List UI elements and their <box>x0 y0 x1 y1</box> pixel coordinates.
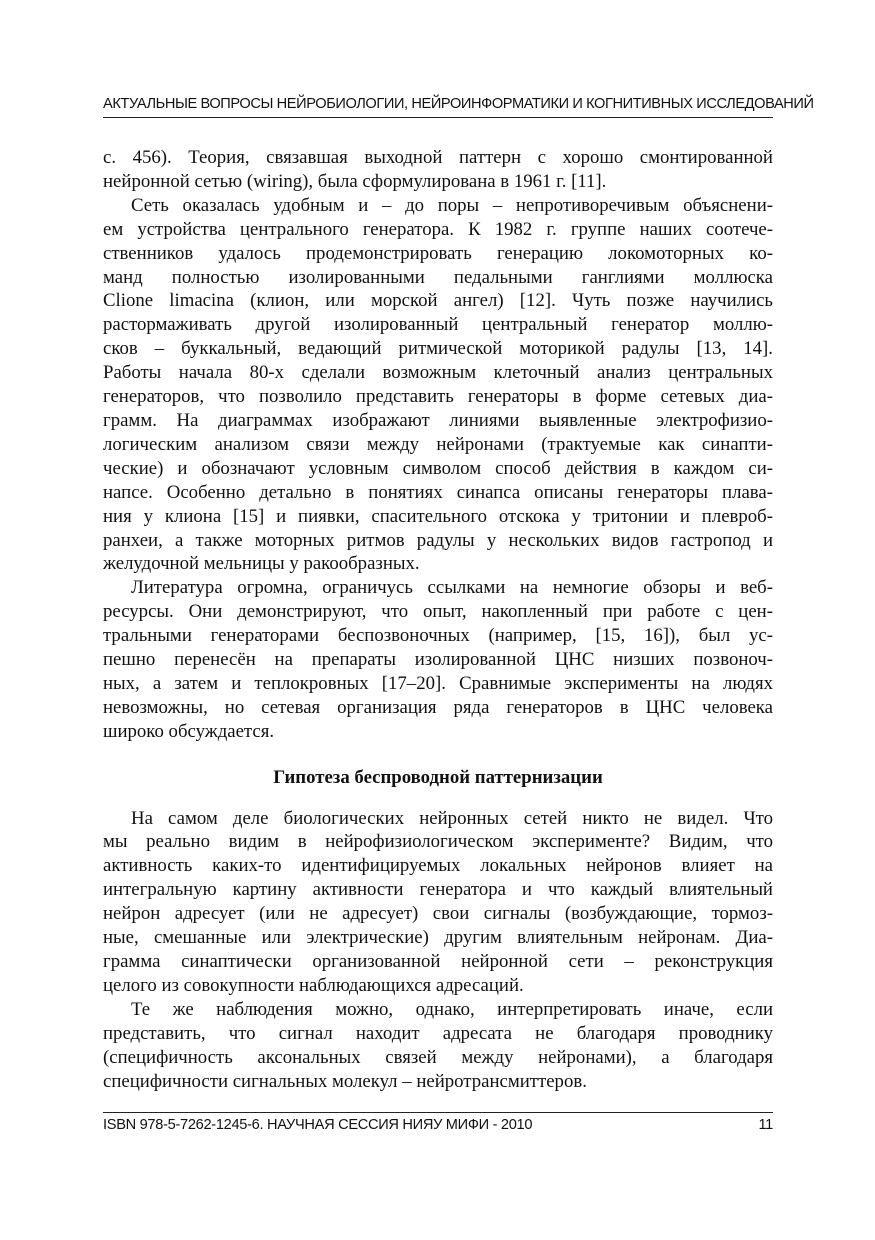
text-line: Те же наблюдения можно, однако, интерпретировать иначе, если <box>131 998 773 1020</box>
text-line: манд полностью изолированными педальными ганглиями моллюска <box>103 266 773 288</box>
text-line: интегральную картину активности генератора и что каждый влиятельный <box>103 879 773 901</box>
text-line: ческие) и обозначают условным символом способ действия в каждом си- <box>103 457 773 479</box>
text-line: сков – буккальный, ведающий ритмической моторикой радулы [13, 14]. <box>103 338 773 360</box>
text-line: грамма синаптически организованной нейронной сети – реконструкция <box>103 951 773 972</box>
paragraph-4 <box>103 807 773 998</box>
text-line: желудочной мельницы у ракообразных. <box>103 553 420 575</box>
paragraph-5 <box>103 998 773 1094</box>
footer-isbn: ISBN 978-5-7262-1245-6. НАУЧНАЯ СЕССИЯ НИЯУ МИФИ - 2010 <box>103 1117 533 1133</box>
running-header: АКТУАЛЬНЫЕ ВОПРОСЫ НЕЙРОБИОЛОГИИ, НЕЙРОИНФОРМАТИКИ И КОГНИТИВНЫХ ИССЛЕДОВАНИЙ <box>103 96 773 118</box>
text-line: нейронной сетью (wiring), была сформулирована в 1961 г. [11]. <box>103 170 607 192</box>
text-line: растормаживать другой изолированный центральный генератор моллю- <box>103 314 773 336</box>
text-line: целого из совокупности наблюдающихся адресаций. <box>103 974 524 996</box>
text-line: активность каких-то идентифицируемых локальных нейронов влияет на <box>103 855 773 877</box>
page-number: 11 <box>758 1117 773 1133</box>
page-footer <box>103 1112 773 1133</box>
text-line: широко обсуждается. <box>103 720 275 742</box>
text-line: мы реально видим в нейрофизиологическом эксперименте? Видим, что <box>103 831 773 853</box>
text-line: Работы начала 80-х сделали возможным клеточный анализ центральных <box>103 362 773 384</box>
paragraph-3 <box>103 576 773 743</box>
text-line: логическим анализом связи между нейронами (трактуемые как синапти- <box>103 433 773 455</box>
text-line: пешно перенесён на препараты изолированной ЦНС низших позвоноч- <box>103 649 773 671</box>
text-line: невозможны, но сетевая организация ряда генераторов в ЦНС человека <box>103 696 773 718</box>
text-line: представить, что сигнал находит адресата не благодаря проводнику <box>103 1022 773 1044</box>
text-line: Сеть оказалась удобным и – до поры – непротиворечивым объяснени- <box>131 194 773 216</box>
text-line: На самом деле биологических нейронных сетей никто не видел. Что <box>131 807 773 829</box>
text-line: нейрон адресует (или не адресует) свои сигналы (возбуждающие, тормоз- <box>103 903 773 925</box>
text-line: Clione limacina (клион, или морской ангел) [12]. Чуть позже научились <box>103 290 773 312</box>
paragraph-2 <box>103 194 773 577</box>
text-line: ственников удалось продемонстрировать генерацию локомоторных ко- <box>103 242 773 264</box>
text-line: Литература огромна, ограничусь ссылками на немногие обзоры и веб- <box>131 577 773 599</box>
text-line: с. 456). Теория, связавшая выходной паттерн с хорошо смонтированной <box>103 147 773 168</box>
text-line: специфичности сигнальных молекул – нейротрансмиттеров. <box>103 1070 587 1092</box>
text-line: напсе. Особенно детально в понятиях синапса описаны генераторы плава- <box>103 481 773 503</box>
text-line: ния у клиона [15] и пиявки, спасительного отскока у тритонии и плевроб- <box>103 505 773 527</box>
text-line: ных, а затем и теплокровных [17–20]. Сравнимые эксперименты на людях <box>103 672 773 694</box>
paragraph-1 <box>103 146 773 194</box>
text-line: ем устройства центрального генератора. К 1982 г. группе наших соотече- <box>103 218 773 240</box>
text-line: тральными генераторами беспозвоночных (например, [15, 16]), был ус- <box>103 625 773 647</box>
text-line: ресурсы. Они демонстрируют, что опыт, накопленный при работе с цен- <box>103 601 773 623</box>
text-line: генераторов, что позволило представить генераторы в форме сетевых диа- <box>103 386 773 408</box>
text-line: ные, смешанные или электрические) другим влиятельным нейронам. Диа- <box>103 927 773 949</box>
text-line: грамм. На диаграммах изображают линиями выявленные электрофизио- <box>103 409 773 431</box>
body-text <box>103 146 773 1093</box>
section-heading: Гипотеза беспроводной паттернизации <box>273 766 603 788</box>
text-line: ранхеи, а также моторных ритмов радулы у нескольких видов гастропод и <box>103 529 773 551</box>
text-line: (специфичность аксональных связей между нейронами), а благодаря <box>103 1046 773 1068</box>
